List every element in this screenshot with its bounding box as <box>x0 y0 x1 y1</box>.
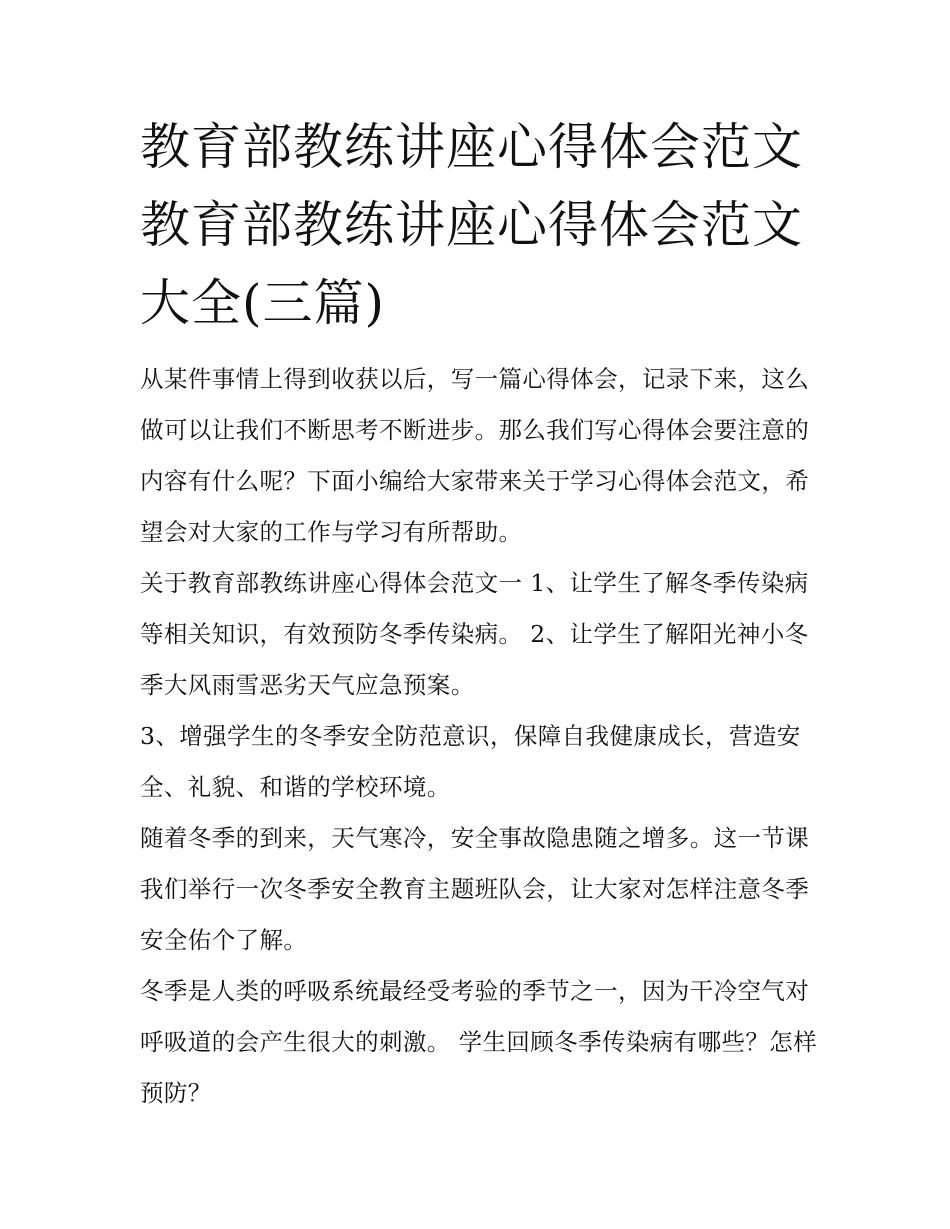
title-line-2: 教育部教练讲座心得体会范文 <box>140 196 803 254</box>
title-line-3: 大全(三篇) <box>140 274 386 332</box>
body-paragraph-1: 关于教育部教练讲座心得体会范文一 1、让学生了解冬季传染病等相关知识，有效预防冬季传染病。 2、让学生了解阳光神小冬季大风雨雪恶劣天气应急预案。 <box>140 569 809 699</box>
document-page <box>140 108 820 1119</box>
document-title <box>140 108 820 342</box>
intro-paragraph: 从某件事情上得到收获以后，写一篇心得体会，记录下来，这么做可以让我们不断思考不断进步。那么我们写心得体会要注意的内容有什么呢？下面小编给大家带来关于学习心得体会范文，希望会对大家的工作与学习有所帮助。 <box>140 365 810 546</box>
title-line-1: 教育部教练讲座心得体会范文 <box>140 118 803 176</box>
body-paragraph-3: 随着冬季的到来，天气寒冷，安全事故隐患随之增多。这一节课我们举行一次冬季安全教育主题班队会，让大家对怎样注意冬季安全佑个了解。 <box>140 824 810 954</box>
body-paragraph-4: 冬季是人类的呼吸系统最经受考验的季节之一，因为干冷空气对呼吸道的会产生很大的刺激。 学生回顾冬季传染病有哪些？怎样预防？ <box>140 977 818 1107</box>
body-paragraph-2: 3、增强学生的冬季安全防范意识，保障自我健康成长，营造安全、礼貌、和谐的学校环境。 <box>140 722 801 801</box>
